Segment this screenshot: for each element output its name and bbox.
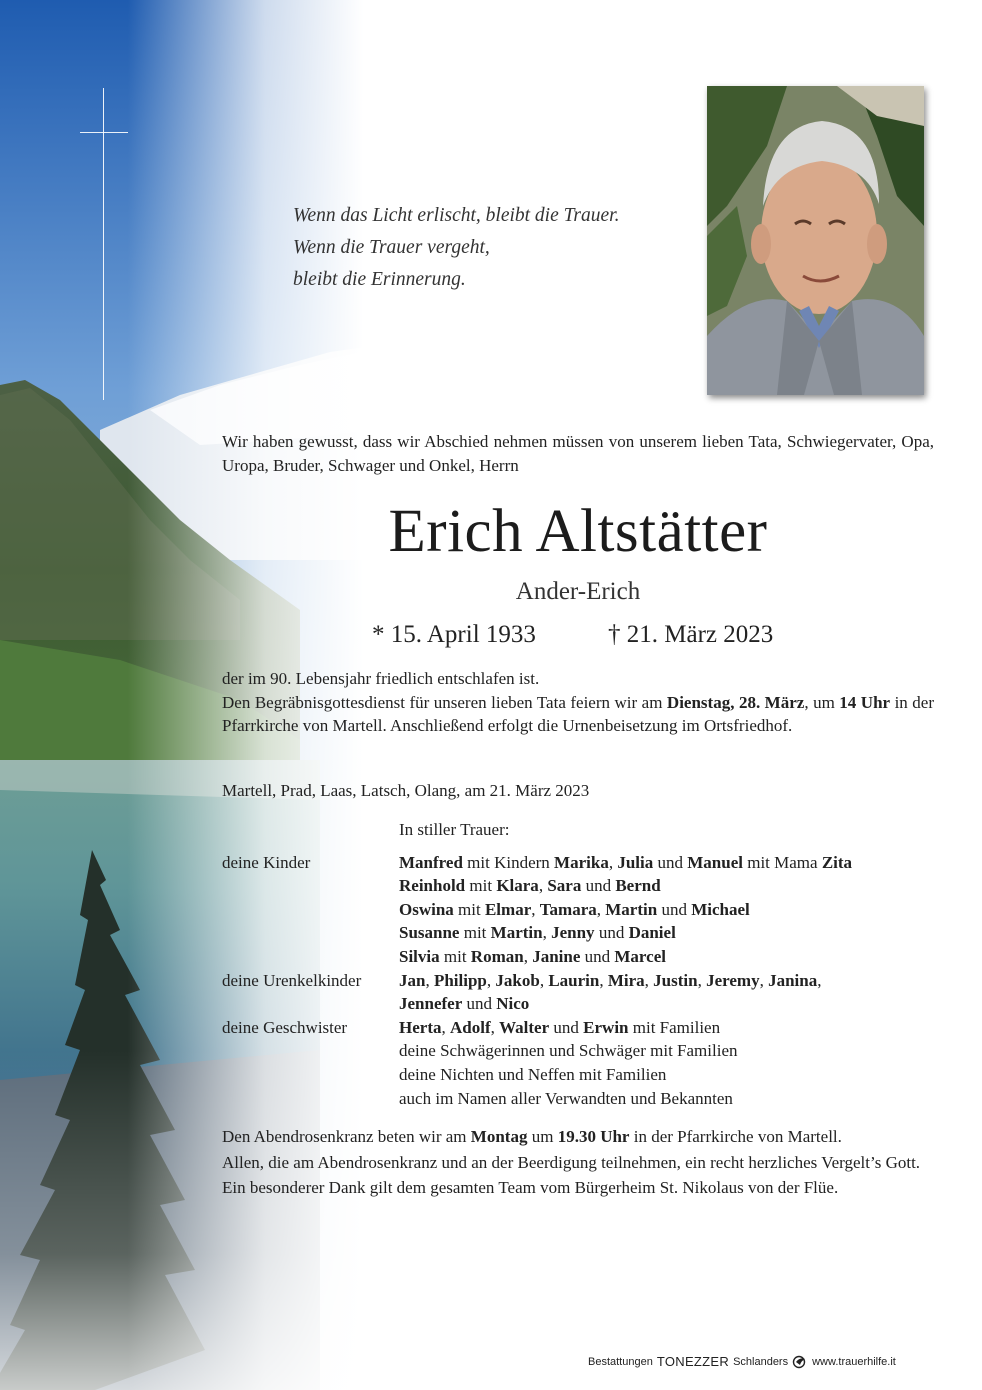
- mourner-text: ,: [490, 1017, 500, 1037]
- mourner-names: [399, 898, 942, 922]
- mourner-text: und: [462, 994, 497, 1014]
- mourner-row: [222, 1087, 942, 1111]
- funeral-date: Dienstag, 28. März: [666, 692, 805, 712]
- mourner-row: [222, 921, 942, 945]
- mourner-text: und: [581, 876, 616, 896]
- mourner-name: Martin: [605, 899, 658, 919]
- mourner-text: mit: [459, 923, 491, 943]
- mourner-row: [222, 1039, 942, 1063]
- funeral-text: in der Pfarrkirche von Martell. Anschließend erfolgt die Urnenbeisetzung im Ortsfriedhof.: [222, 692, 934, 735]
- portrait-photo-image: [707, 86, 924, 395]
- mourner-text: ,: [644, 970, 654, 990]
- mourner-name: Klara: [496, 876, 539, 896]
- mourner-name: Laurin: [548, 970, 600, 990]
- mourner-name: Philipp: [433, 970, 487, 990]
- mourner-names: [399, 1039, 942, 1063]
- deceased-name: Erich Altstätter: [388, 498, 768, 565]
- mourner-name: Susanne: [399, 923, 460, 943]
- mourner-name: Jennefer: [399, 994, 463, 1014]
- mourner-name: Tamara: [539, 899, 597, 919]
- mourner-row: [222, 969, 942, 993]
- mourner-name: Jan: [399, 970, 426, 990]
- mourner-text: ,: [531, 899, 540, 919]
- mourner-names: [399, 851, 942, 875]
- mourner-name: Manuel: [687, 852, 743, 872]
- mourner-names: [399, 1063, 942, 1087]
- mourners-header: In stiller Trauer:: [399, 820, 510, 839]
- mourner-name: Justin: [653, 970, 698, 990]
- rosary-text: Den Abendrosenkranz beten wir am: [222, 1127, 471, 1146]
- closing-text: [222, 1125, 934, 1202]
- place-and-date: Martell, Prad, Laas, Latsch, Olang, am 21. März 2023: [222, 781, 590, 800]
- mourners-list: [222, 818, 942, 1110]
- death-date: † 21. März 2023: [608, 621, 774, 648]
- footer-suffix: Schlanders: [733, 1355, 789, 1368]
- mourner-group-label: deine Urenkelkinder: [222, 970, 362, 990]
- cross-icon: [103, 88, 104, 400]
- footer-brand: TONEZZER: [656, 1354, 730, 1369]
- mourner-text: ,: [599, 970, 608, 990]
- mourner-name: Nico: [496, 994, 530, 1014]
- mourner-row: [222, 851, 942, 875]
- mourner-name: Jakob: [495, 970, 540, 990]
- mourner-names: [399, 874, 942, 898]
- mourner-name: Michael: [691, 899, 750, 919]
- mourner-text: ,: [817, 970, 822, 990]
- mourner-text: mit: [439, 946, 471, 966]
- mourner-row: [222, 874, 942, 898]
- mourner-text: und: [653, 852, 688, 872]
- mourner-text: ,: [538, 876, 548, 896]
- mourner-text: mit Familien: [628, 1017, 721, 1037]
- mourner-text: und: [580, 946, 615, 966]
- dove-logo-icon: [792, 1355, 808, 1369]
- rosary-paragraph: [222, 1125, 934, 1149]
- mourner-text: ,: [539, 970, 549, 990]
- mourners-header-row: [222, 818, 942, 842]
- footer: [588, 1354, 896, 1369]
- mourner-name: Erwin: [583, 1017, 629, 1037]
- mourner-row: [222, 898, 942, 922]
- mourner-name: Adolf: [449, 1017, 491, 1037]
- rosary-day: Montag: [470, 1127, 528, 1146]
- mourner-text: auch im Namen aller Verwandten und Bekannten: [399, 1088, 733, 1108]
- funeral-text: Den Begräbnisgottesdienst für unseren lieben Tata feiern wir am: [222, 692, 667, 712]
- mourner-name: Marika: [554, 852, 609, 872]
- mourner-name: Janine: [532, 946, 581, 966]
- rosary-text: um: [527, 1127, 558, 1146]
- mourner-name: Marcel: [614, 946, 666, 966]
- mourner-text: mit Mama: [742, 852, 822, 872]
- rosary-time: 19.30 Uhr: [557, 1127, 630, 1146]
- mourner-text: ,: [542, 923, 552, 943]
- mourner-names: [399, 1016, 942, 1040]
- mourner-name: Oswina: [399, 899, 454, 919]
- memorial-quote: [293, 200, 619, 296]
- mourner-name: Walter: [499, 1017, 550, 1037]
- footer-prefix: Bestattungen: [588, 1355, 653, 1368]
- mourner-text: ,: [425, 970, 434, 990]
- mourner-text: und: [594, 923, 629, 943]
- birth-date: * 15. April 1933: [372, 621, 536, 648]
- mourner-name: Roman: [470, 946, 524, 966]
- mourner-text: mit: [453, 899, 485, 919]
- footer-website: www.trauerhilfe.it: [812, 1355, 896, 1368]
- mourner-text: und: [549, 1017, 584, 1037]
- intro-text: Wir haben gewusst, dass wir Abschied nehmen müssen von unserem lieben Tata, Schwiegervater, Opa, Uropa, Bruder, Schwager und Onkel, Herrn: [222, 432, 934, 475]
- mourner-text: mit Kindern: [462, 852, 555, 872]
- mourner-name: Julia: [617, 852, 654, 872]
- thanks-paragraph: Allen, die am Abendrosenkranz und an der Beerdigung teilnehmen, ein recht herzliches Vergelt’s Gott.: [222, 1152, 921, 1172]
- mourner-text: deine Schwägerinnen und Schwäger mit Familien: [399, 1041, 738, 1061]
- mourner-group-label: deine Geschwister: [222, 1017, 348, 1037]
- mourner-text: und: [657, 899, 692, 919]
- mourner-row: [222, 992, 942, 1016]
- mourner-row: [222, 945, 942, 969]
- mourner-row: [222, 1063, 942, 1087]
- mourner-name: Silvia: [399, 946, 440, 966]
- mourner-names: [399, 945, 942, 969]
- mourner-group-label: deine Kinder: [222, 852, 311, 872]
- mourner-name: Elmar: [484, 899, 532, 919]
- mourner-text: ,: [759, 970, 769, 990]
- mourner-name: Reinhold: [399, 876, 466, 896]
- mourner-name: Herta: [399, 1017, 442, 1037]
- mourner-names: [399, 1087, 942, 1111]
- mourner-name: Jenny: [551, 923, 595, 943]
- mourner-name: Mira: [607, 970, 645, 990]
- funeral-paragraph: [222, 691, 934, 738]
- mourner-name: Jeremy: [706, 970, 760, 990]
- mourner-text: ,: [441, 1017, 450, 1037]
- quote-line: Wenn das Licht erlischt, bleibt die Trauer.: [293, 205, 620, 226]
- mourner-name: Manfred: [399, 852, 463, 872]
- portrait-photo: [707, 86, 924, 395]
- mourner-text: ,: [697, 970, 707, 990]
- group-children: [222, 851, 942, 969]
- mourner-text: ,: [596, 899, 606, 919]
- mourner-text: deine Nichten und Neffen mit Familien: [399, 1064, 667, 1084]
- mourner-name: Sara: [547, 876, 582, 896]
- mourner-row: [222, 1016, 942, 1040]
- mourner-names: [399, 992, 942, 1016]
- group-great-grandchildren: [222, 969, 942, 1016]
- group-siblings: [222, 1016, 942, 1110]
- rosary-text: in der Pfarrkirche von Martell.: [629, 1127, 842, 1146]
- mourner-names: [399, 969, 942, 993]
- special-thanks-paragraph: Ein besonderer Dank gilt dem gesamten Team vom Bürgerheim St. Nikolaus von der Flüe.: [222, 1178, 839, 1197]
- mourner-name: Martin: [490, 923, 543, 943]
- mourner-name: Daniel: [628, 923, 676, 943]
- mourner-text: ,: [608, 852, 618, 872]
- age-line: der im 90. Lebensjahr friedlich entschlafen ist.: [222, 669, 540, 688]
- mourner-name: Janina: [768, 970, 818, 990]
- cross-icon-bar: [80, 132, 128, 133]
- funeral-time: 14 Uhr: [839, 692, 891, 712]
- quote-line: bleibt die Erinnerung.: [293, 269, 466, 290]
- mourner-text: ,: [523, 946, 533, 966]
- deceased-nickname: Ander-Erich: [515, 578, 641, 605]
- mourner-text: ,: [486, 970, 496, 990]
- funeral-announcement: [222, 667, 934, 738]
- mourner-names: [399, 921, 942, 945]
- quote-line: Wenn die Trauer vergeht,: [293, 237, 490, 258]
- mourner-name: Bernd: [615, 876, 661, 896]
- funeral-text: , um: [804, 692, 840, 712]
- mourner-text: mit: [465, 876, 497, 896]
- mourner-name: Zita: [821, 852, 853, 872]
